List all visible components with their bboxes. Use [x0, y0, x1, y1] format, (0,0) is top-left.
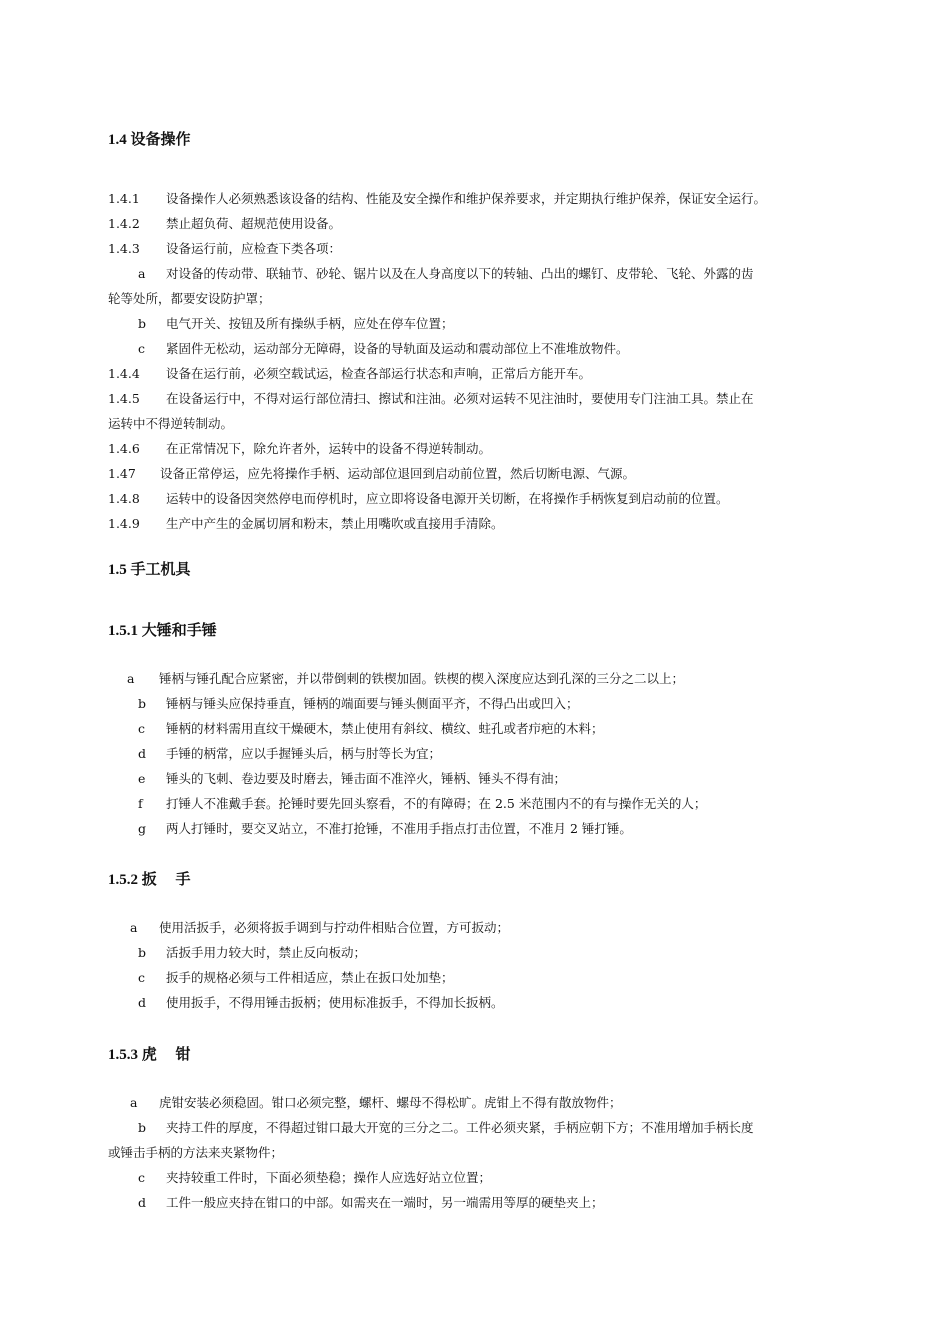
- item-text: 生产中产生的金属切屑和粉末，禁止用嘴吹或直接用手清除。: [166, 516, 504, 531]
- item-text: 禁止超负荷、超规范使用设备。: [166, 216, 342, 231]
- list-item-a: [130, 915, 509, 940]
- item-text: 活扳手用力较大时，禁止反向板动；: [166, 945, 367, 960]
- item-text: 设备正常停运，应先将操作手柄、运动部位退回到启动前位置，然后切断电源、气源。: [160, 466, 636, 481]
- item-marker: b: [138, 316, 147, 331]
- paragraph-1-4-1: [108, 186, 850, 211]
- list-item-a: [127, 666, 684, 691]
- subitem-c: [138, 336, 629, 361]
- item-number: 1.4.5: [108, 391, 140, 406]
- item-marker: c: [138, 1170, 146, 1185]
- item-text: 在设备运行中，不得对运行部位清扫、擦试和注油。必须对运转不见注油时，要使用专门注油工具。禁止在: [166, 391, 754, 406]
- list-item-d: [138, 1190, 604, 1215]
- item-text: 锤柄与锤头应保持垂直，锤柄的端面要与锤头侧面平齐，不得凸出或凹入；: [166, 696, 579, 711]
- item-text: 运转中的设备因突然停电而停机时，应立即将设备电源开关切断，在将操作手柄恢复到启动前的位置。: [166, 491, 729, 506]
- paragraph-1-4-4: [108, 361, 850, 386]
- list-item-b-continuation: 或锤击手柄的方法来夹紧物件；: [108, 1145, 284, 1160]
- item-text: 锤柄与锤孔配合应紧密，并以带倒刺的铁楔加固。铁楔的楔入深度应达到孔深的三分之二以上；: [159, 671, 685, 686]
- item-number: 1.47: [108, 466, 136, 481]
- item-number: 1.4.6: [108, 441, 140, 456]
- item-number: 1.4.3: [108, 241, 140, 256]
- item-marker: b: [138, 1120, 147, 1135]
- list-item-c: [138, 1165, 491, 1190]
- item-marker: d: [138, 1195, 147, 1210]
- item-text: 锤头的飞刺、卷边要及时磨去，锤击面不准淬火，锤柄、锤头不得有油；: [166, 771, 567, 786]
- section-heading-1-5: 1.5 手工机具: [108, 562, 191, 578]
- item-marker: f: [138, 796, 143, 811]
- item-number: 1.4.2: [108, 216, 140, 231]
- item-marker: a: [127, 671, 135, 686]
- list-item-d: [138, 990, 504, 1015]
- item-marker: b: [138, 945, 147, 960]
- item-number: 1.4.4: [108, 366, 140, 381]
- item-marker: e: [138, 771, 146, 786]
- item-marker: a: [138, 266, 146, 281]
- list-item-b: [138, 1115, 754, 1140]
- item-text: 设备运行前，应检查下类各项：: [166, 241, 342, 256]
- section-heading-1-5-2: 1.5.2 扳 手: [108, 872, 191, 888]
- list-item-a: [130, 1090, 622, 1115]
- item-number: 1.4.8: [108, 491, 140, 506]
- list-item-e: [138, 766, 566, 791]
- paragraph-1-4-9: [108, 511, 850, 536]
- item-text: 电气开关、按钮及所有操纵手柄，应处在停车位置；: [166, 316, 454, 331]
- item-text: 工件一般应夹持在钳口的中部。如需夹在一端时，另一端需用等厚的硬垫夹上；: [166, 1195, 604, 1210]
- paragraph-1-4-5: [108, 386, 850, 411]
- item-text: 两人打锤时，要交叉站立，不准打抢锤，不准用手指点打击位置，不准月 2 锤打锤。: [166, 821, 632, 836]
- item-marker: c: [138, 970, 146, 985]
- item-text: 使用活扳手，必须将扳手调到与拧动件相贴合位置，方可扳动；: [159, 920, 510, 935]
- paragraph-1-4-8: [108, 486, 850, 511]
- paragraph-1-4-7: [108, 461, 850, 486]
- item-number: 1.4.1: [108, 191, 140, 206]
- section-heading-1-5-1: 1.5.1 大锤和手锤: [108, 623, 217, 639]
- list-item-g: [138, 816, 632, 841]
- item-text: 扳手的规格必须与工件相适应，禁止在扳口处加垫；: [166, 970, 454, 985]
- item-text: 虎钳安装必须稳固。钳口必须完整，螺杆、螺母不得松旷。虎钳上不得有散放物件；: [159, 1095, 622, 1110]
- paragraph-1-4-2: [108, 211, 850, 236]
- item-marker: c: [138, 341, 146, 356]
- list-item-d: [138, 741, 441, 766]
- section-heading-1-4: 1.4 设备操作: [108, 132, 191, 148]
- list-item-c: [138, 965, 454, 990]
- item-text: 夹持工件的厚度，不得超过钳口最大开宽的三分之二。工件必须夹紧，手柄应朝下方；不准用增加手柄长度: [166, 1120, 754, 1135]
- item-marker: b: [138, 696, 147, 711]
- item-marker: d: [138, 995, 147, 1010]
- paragraph-1-4-3: [108, 236, 850, 261]
- subitem-a-continuation: 轮等处所，都要安设防护罩；: [108, 291, 271, 306]
- item-marker: g: [138, 821, 147, 836]
- item-number: 1.4.9: [108, 516, 140, 531]
- item-text: 在正常情况下，除允许者外，运转中的设备不得逆转制动。: [166, 441, 492, 456]
- item-text: 设备在运行前，必须空载试运，检查各部运行状态和声响，正常后方能开车。: [166, 366, 592, 381]
- subitem-a: [138, 261, 754, 286]
- section-heading-1-5-3: 1.5.3 虎 钳: [108, 1047, 191, 1063]
- item-text: 设备操作人必须熟悉该设备的结构、性能及安全操作和维护保养要求，并定期执行维护保养，保证安全运行。: [166, 191, 767, 206]
- item-text: 打锤人不准戴手套。抡锤时要先回头察看，不的有障碍；在 2.5 米范围内不的有与操作无关的人；: [166, 796, 707, 811]
- paragraph-1-4-6: [108, 436, 850, 461]
- item-text: 紧固件无松动，运动部分无障碍，设备的导轨面及运动和震动部位上不准堆放物件。: [166, 341, 629, 356]
- item-marker: a: [130, 920, 138, 935]
- item-text: 使用扳手，不得用锤击扳柄；使用标准扳手，不得加长扳柄。: [166, 995, 504, 1010]
- item-marker: d: [138, 746, 147, 761]
- item-text: 手锤的柄常，应以手握锤头后，柄与肘等长为宜；: [166, 746, 442, 761]
- list-item-b: [138, 940, 366, 965]
- list-item-b: [138, 691, 579, 716]
- paragraph-1-4-5-continuation: 运转中不得逆转制动。: [108, 416, 234, 431]
- subitem-b: [138, 311, 454, 336]
- item-text: 锤柄的材料需用直纹干燥硬木，禁止使用有斜纹、横纹、蛀孔或者疖疤的木料；: [166, 721, 604, 736]
- item-marker: a: [130, 1095, 138, 1110]
- item-text: 对设备的传动带、联轴节、砂轮、锯片以及在人身高度以下的转轴、凸出的螺钉、皮带轮、飞轮、外露的齿: [166, 266, 754, 281]
- item-text: 夹持较重工件时，下面必须垫稳；操作人应选好站立位置；: [166, 1170, 492, 1185]
- list-item-c: [138, 716, 604, 741]
- list-item-f: [138, 791, 706, 816]
- item-marker: c: [138, 721, 146, 736]
